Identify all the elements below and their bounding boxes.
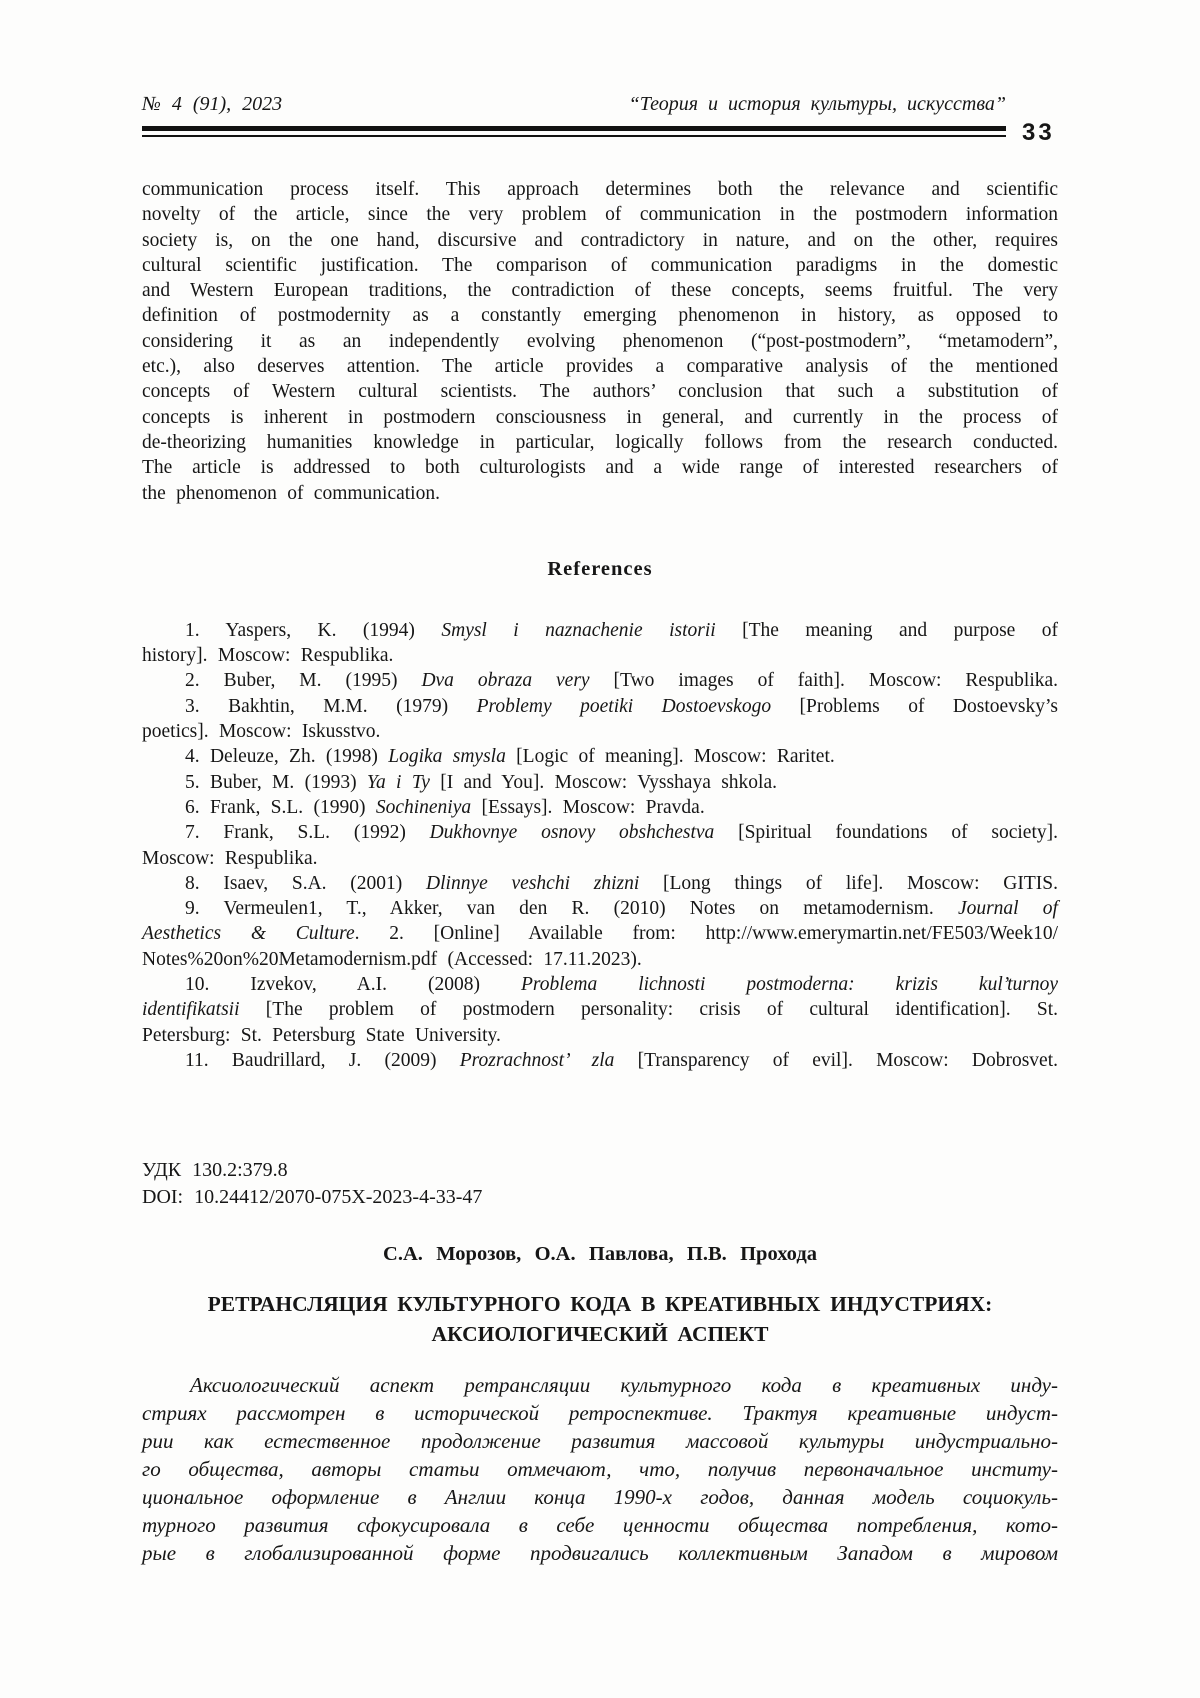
abstract-english-paragraph <box>142 177 1058 506</box>
text-line: 1. Yaspers, K. (1994) Smysl i naznachenie istorii [The meaning and purpose of <box>185 619 1058 641</box>
text-line: concepts is inherent in postmodern consciousness in general, and currently in the process of <box>142 406 1058 428</box>
reference-item <box>142 668 1058 693</box>
text-line: concepts of Western cultural scientists. The authors’ conclusion that such a substitution of <box>142 381 1058 403</box>
text-line: циональное оформление в Англии конца 1990-х годов, данная модель социокуль- <box>142 1485 1058 1510</box>
text-line: 11. Baudrillard, J. (2009) Prozrachnost’ zla [Transparency of evil]. Moscow: Dobrosvet. <box>185 1049 1058 1071</box>
header-row <box>142 91 1006 117</box>
reference-item <box>142 972 1058 1048</box>
abstract-russian-paragraph <box>142 1371 1058 1567</box>
article-title <box>142 1289 1058 1349</box>
text-line: history]. Moscow: Respublika. <box>142 645 394 667</box>
page-number: 33 <box>1022 119 1055 146</box>
article-meta <box>142 1157 1058 1211</box>
header-rule-thick <box>142 126 1006 131</box>
text-line: the phenomenon of communication. <box>142 482 440 504</box>
reference-item <box>142 618 1058 669</box>
text-line: definition of postmodernity as a constantly emerging phenomenon in history, as opposed to <box>142 305 1058 327</box>
text-line: considering it as an independently evolving phenomenon (“post-postmodern”, “metamodern”, <box>142 330 1058 352</box>
text-line: etc.), also deserves attention. The article provides a comparative analysis of the mentioned <box>142 356 1058 378</box>
reference-item <box>142 694 1058 745</box>
page-header <box>142 0 1006 137</box>
text-line: го общества, авторы статьи отмечают, что, получив первоначальное институ- <box>142 1457 1058 1482</box>
text-line: de-theorizing humanities knowledge in particular, logically follows from the research conducted. <box>142 431 1058 453</box>
text-line: poetics]. Moscow: Iskusstvo. <box>142 721 381 743</box>
reference-item <box>142 770 1058 795</box>
text-line: Petersburg: St. Petersburg State University. <box>142 1024 501 1046</box>
text-line: рии как естественное продолжение развития массовой культуры индустриально- <box>142 1429 1058 1454</box>
article-title-line: АКСИОЛОГИЧЕСКИЙ АСПЕКТ <box>431 1322 769 1347</box>
text-line: Aesthetics & Culture. 2. [Online] Available from: http://www.emerymartin.net/FE503/Week10/ <box>142 923 1058 945</box>
article-title-line: РЕТРАНСЛЯЦИЯ КУЛЬТУРНОГО КОДА В КРЕАТИВНЫХ ИНДУСТРИЯХ: <box>207 1292 993 1317</box>
journal-title: “Теория и история культуры, искусства” <box>628 93 1006 115</box>
text-line: 6. Frank, S.L. (1990) Sochineniya [Essays]. Moscow: Pravda. <box>185 796 705 818</box>
doi-code: DOI: 10.24412/2070-075X-2023-4-33-47 <box>142 1186 483 1209</box>
text-line: society is, on the one hand, discursive and contradictory in nature, and on the other, requires <box>142 229 1058 251</box>
text-line: Notes%20on%20Metamodernism.pdf (Accessed: 17.11.2023). <box>142 948 642 970</box>
reference-item <box>142 896 1058 972</box>
text-line: 7. Frank, S.L. (1992) Dukhovnye osnovy obshchestva [Spiritual foundations of society]. <box>185 822 1058 844</box>
text-line: 2. Buber, M. (1995) Dva obraza very [Two images of faith]. Moscow: Respublika. <box>185 670 1059 692</box>
text-line: and Western European traditions, the contradiction of these concepts, seems fruitful. The very <box>142 280 1058 302</box>
text-line: 8. Isaev, S.A. (2001) Dlinnye veshchi zhizni [Long things of life]. Moscow: GITIS. <box>185 872 1058 894</box>
text-line: The article is addressed to both culturologists and a wide range of interested researchers of <box>142 457 1058 479</box>
text-line: 9. Vermeulen1, T., Akker, van den R. (2010) Notes on metamodernism. Journal of <box>185 898 1058 920</box>
reference-item <box>142 744 1058 769</box>
text-line: 5. Buber, M. (1993) Ya i Ty [I and You]. Moscow: Vysshaya shkola. <box>185 771 777 793</box>
reference-item <box>142 871 1058 896</box>
article-authors: С.А. Морозов, О.А. Павлова, П.В. Прохода <box>383 1243 817 1266</box>
reference-item <box>142 820 1058 871</box>
text-line: identifikatsii [The problem of postmodern personality: crisis of cultural identification]. St. <box>142 999 1058 1021</box>
text-line: Moscow: Respublika. <box>142 847 318 869</box>
reference-item <box>142 1048 1058 1073</box>
text-line: novelty of the article, since the very problem of communication in the postmodern information <box>142 204 1058 226</box>
header-rule-thin <box>142 135 1006 137</box>
journal-issue: № 4 (91), 2023 <box>142 93 283 115</box>
text-line: 4. Deleuze, Zh. (1998) Logika smysla [Logic of meaning]. Moscow: Raritet. <box>185 746 835 768</box>
udk-code: УДК 130.2:379.8 <box>142 1159 288 1182</box>
text-line: турного развития сфокусировала в себе ценности общества потребления, кото- <box>142 1513 1058 1538</box>
text-line: стриях рассмотрен в исторической ретроспективе. Трактуя креативные индуст- <box>142 1401 1058 1426</box>
text-line: рые в глобализированной форме продвигались коллективным Западом в мировом <box>142 1541 1058 1566</box>
page-content <box>142 0 1058 1567</box>
references-heading: References <box>547 557 653 580</box>
reference-item <box>142 795 1058 820</box>
text-line: communication process itself. This approach determines both the relevance and scientific <box>142 179 1058 200</box>
references-list <box>142 618 1058 1073</box>
text-line: 10. Izvekov, A.I. (2008) Problema lichnosti postmoderna: krizis kul’turnoy <box>185 974 1058 996</box>
text-line: cultural scientific justification. The comparison of communication paradigms in the domestic <box>142 254 1058 276</box>
text-line: Аксиологический аспект ретрансляции культурного кода в креативных инду- <box>190 1373 1058 1398</box>
text-line: 3. Bakhtin, M.M. (1979) Problemy poetiki Dostoevskogo [Problems of Dostoevsky’s <box>185 695 1058 717</box>
